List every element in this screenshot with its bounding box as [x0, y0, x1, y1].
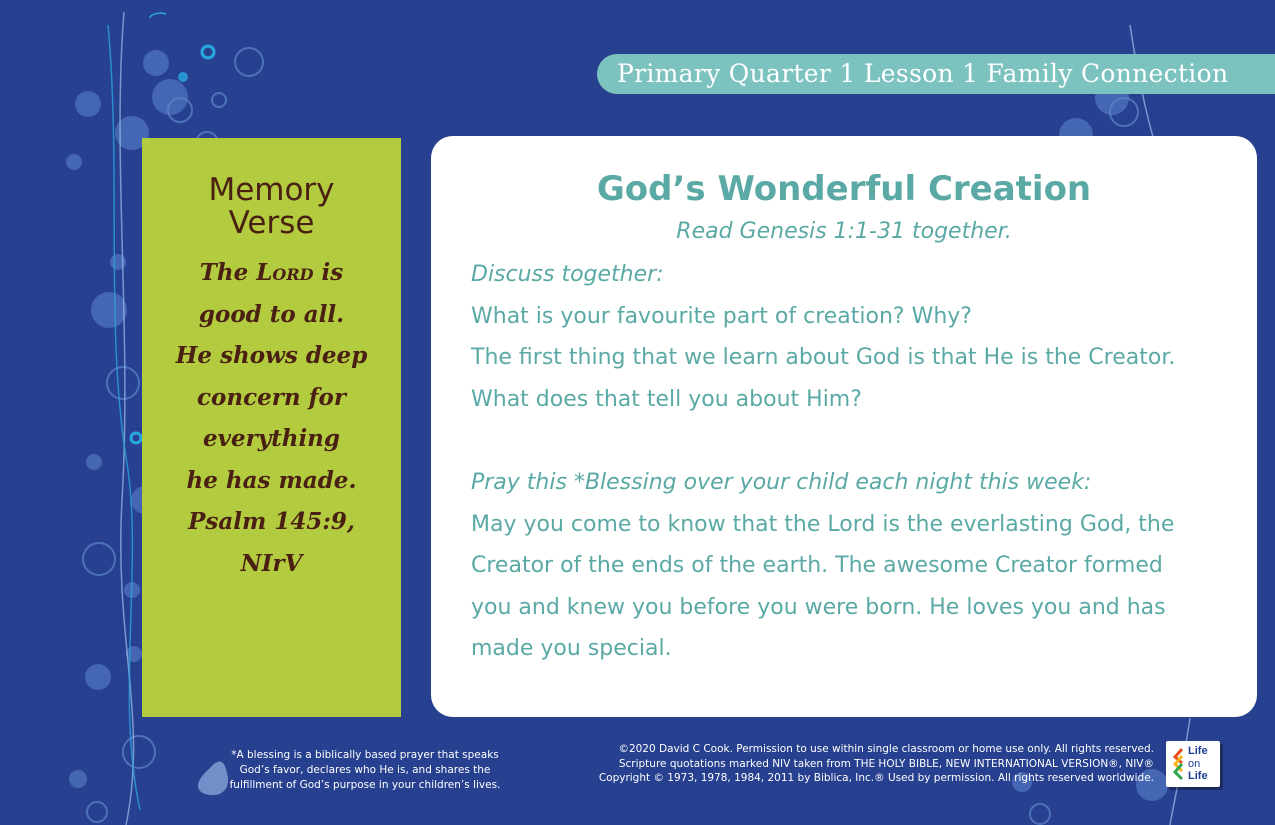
copyright-line-3: Copyright © 1973, 1978, 1984, 2011 by Biblica, Inc.® Used by permission. All rights reserved worldwide. — [598, 772, 1154, 784]
discuss-line-1: What is your favourite part of creation? Why? — [471, 303, 972, 329]
verse-line-2: good to all. — [198, 300, 345, 328]
discuss-line-2: The first thing that we learn about God is that He is the Creator. — [471, 345, 1176, 371]
logo-text — [1188, 745, 1208, 783]
verse-line-6: he has made. — [186, 466, 357, 494]
verse-line-3: He shows deep — [175, 342, 368, 369]
blessing-line-3: you and knew you before you were born. He loves you and has — [471, 594, 1166, 620]
memory-verse-heading — [142, 174, 401, 240]
footnote-line-2: God’s favor, declares who He is, and shares the — [239, 764, 491, 776]
verse-reference: Psalm 145:9, — [188, 508, 355, 535]
memory-verse-panel — [142, 138, 401, 717]
memory-verse-heading-line1: Memory — [208, 172, 335, 208]
verse-line-1-end: is — [313, 259, 344, 286]
banner-title: Primary Quarter 1 Lesson 1 Family Connection — [617, 59, 1229, 88]
blessing-line-2: Creator of the ends of the earth. The awesome Creator formed — [471, 553, 1163, 579]
copyright-line-1: ©2020 David C Cook. Permission to use within single classroom or home use only. All rights reserved. — [618, 743, 1154, 755]
verse-line-5: everything — [202, 425, 340, 452]
lesson-card — [431, 136, 1257, 717]
memory-verse-text — [142, 252, 401, 584]
logo-chevrons-icon — [1171, 747, 1187, 781]
logo-line-3: Life — [1188, 770, 1208, 782]
copyright-line-2: Scripture quotations marked NIV taken from THE HOLY BIBLE, NEW INTERNATIONAL VERSION®, NIV® — [618, 757, 1154, 770]
verse-line-1 — [142, 252, 401, 294]
verse-line-4: concern for — [197, 383, 346, 411]
footnote-line-1: *A blessing is a biblically based prayer that speaks — [231, 749, 499, 761]
verse-line-1-lord: Lord — [256, 259, 314, 286]
copyright-notice — [560, 742, 1154, 786]
verse-translation: NIrV — [240, 549, 303, 577]
footnote-line-3: fulfillment of God’s purpose in your children’s lives. — [229, 779, 501, 791]
verse-line-1-start: The — [199, 259, 257, 286]
blessing-footnote — [200, 748, 530, 793]
logo-line-2: on — [1188, 757, 1201, 770]
discuss-label: Discuss together: — [471, 262, 664, 287]
lesson-banner — [597, 54, 1275, 94]
reading-instruction: Read Genesis 1:1-31 together. — [676, 219, 1012, 244]
blessing-line-4: made you special. — [471, 636, 672, 662]
lesson-title: God’s Wonderful Creation — [596, 169, 1092, 209]
paragraph-gap — [471, 420, 1217, 462]
discuss-line-3: What does that tell you about Him? — [471, 386, 862, 412]
memory-verse-heading-line2: Verse — [228, 205, 315, 241]
blessing-line-1: May you come to know that the Lord is the everlasting God, the — [471, 511, 1175, 537]
logo-line-1: Life — [1188, 745, 1208, 757]
pray-label: Pray this *Blessing over your child each night this week: — [471, 469, 1092, 495]
life-on-life-logo — [1166, 741, 1220, 787]
